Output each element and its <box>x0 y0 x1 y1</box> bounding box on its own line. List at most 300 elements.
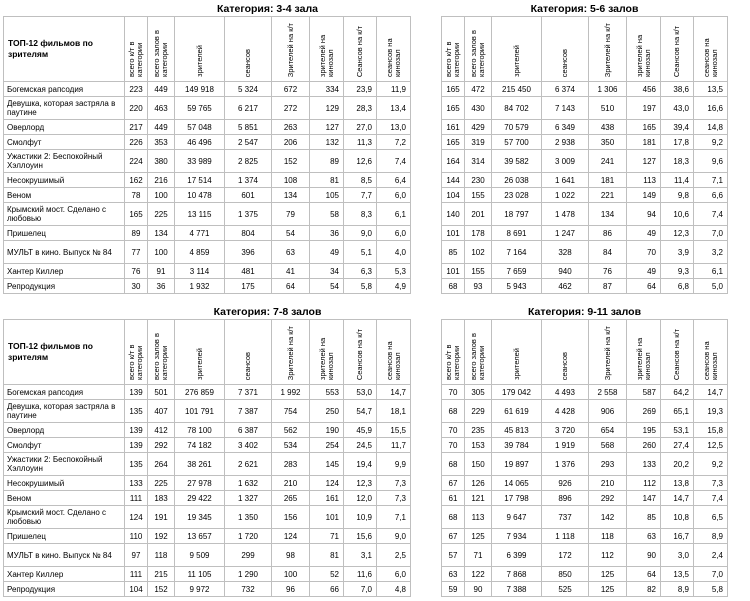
table-cell: 13,8 <box>661 476 694 491</box>
table-cell: 1 478 <box>542 203 589 226</box>
table-cell: 39 784 <box>492 438 542 453</box>
table-cell: 1 992 <box>272 385 310 400</box>
film-name: Девушка, которая застряла в паутине <box>4 97 125 120</box>
table-title: Категория: 5-6 залов <box>442 2 728 17</box>
stats-table-2 <box>441 2 728 294</box>
table-cell: 97 <box>125 544 148 567</box>
table-cell: 4 428 <box>542 400 589 423</box>
table-cell: 215 450 <box>492 82 542 97</box>
table-cell: 9 972 <box>175 582 225 597</box>
film-name: Пришелец <box>4 226 125 241</box>
column-header: зрителей на кинозал <box>627 17 661 82</box>
table-cell: 210 <box>272 476 310 491</box>
table-cell: 86 <box>589 226 627 241</box>
table-cell: 3 114 <box>175 264 225 279</box>
column-header: зрителей <box>175 320 225 385</box>
table-cell: 127 <box>627 150 661 173</box>
table-row <box>442 567 728 582</box>
table-cell: 45 813 <box>492 423 542 438</box>
film-column-header: ТОП-12 фильмов по зрителям <box>4 320 125 385</box>
table-cell: 10,6 <box>661 203 694 226</box>
table-cell: 14,8 <box>694 120 728 135</box>
table-cell: 11,4 <box>661 173 694 188</box>
table-cell: 6,3 <box>344 264 377 279</box>
table-cell: 27,4 <box>661 438 694 453</box>
table-cell: 100 <box>148 188 175 203</box>
table-cell: 38 261 <box>175 453 225 476</box>
table-cell: 250 <box>310 400 344 423</box>
table-cell: 1 327 <box>225 491 272 506</box>
table-cell: 19,4 <box>344 453 377 476</box>
table-cell: 18 797 <box>492 203 542 226</box>
table-cell: 34 <box>310 264 344 279</box>
table-cell: 89 <box>125 226 148 241</box>
table-cell: 12,0 <box>344 491 377 506</box>
table-row <box>442 173 728 188</box>
table-cell: 98 <box>272 544 310 567</box>
column-header: сеансов на кинозал <box>377 320 411 385</box>
table-cell: 2 825 <box>225 150 272 173</box>
table-cell: 94 <box>627 203 661 226</box>
table-row <box>4 226 411 241</box>
table-cell: 36 <box>148 279 175 294</box>
table-cell: 7 371 <box>225 385 272 400</box>
table-cell: 49 <box>310 241 344 264</box>
table-cell: 61 <box>442 491 465 506</box>
table-cell: 139 <box>125 385 148 400</box>
column-header: сеансов <box>225 17 272 82</box>
table-cell: 124 <box>125 506 148 529</box>
table-cell: 1 375 <box>225 203 272 226</box>
table-cell: 5 324 <box>225 82 272 97</box>
table-cell: 6 399 <box>492 544 542 567</box>
column-header: Зрителей на к/т <box>589 17 627 82</box>
table-cell: 70 <box>442 423 465 438</box>
table-cell: 3 402 <box>225 438 272 453</box>
table-cell: 63 <box>627 529 661 544</box>
table-cell: 13,0 <box>377 120 411 135</box>
table-cell: 142 <box>589 506 627 529</box>
table-cell: 28,3 <box>344 97 377 120</box>
table-row <box>4 173 411 188</box>
film-name: Хантер Киллер <box>4 264 125 279</box>
table-cell: 7,3 <box>694 476 728 491</box>
table-cell: 14,7 <box>694 385 728 400</box>
table-cell: 13 657 <box>175 529 225 544</box>
table-cell: 78 100 <box>175 423 225 438</box>
table-cell: 85 <box>627 506 661 529</box>
table-cell: 241 <box>589 150 627 173</box>
table-cell: 1 919 <box>542 438 589 453</box>
table-row <box>442 529 728 544</box>
table-cell: 41 <box>272 264 310 279</box>
table-cell: 67 <box>442 476 465 491</box>
table-cell: 195 <box>627 423 661 438</box>
table-cell: 68 <box>442 279 465 294</box>
table-cell: 39,4 <box>661 120 694 135</box>
table-cell: 7,1 <box>377 506 411 529</box>
table-cell: 178 <box>465 226 492 241</box>
table-row <box>442 491 728 506</box>
table-cell: 568 <box>589 438 627 453</box>
table-cell: 6,8 <box>661 279 694 294</box>
table-cell: 125 <box>589 567 627 582</box>
table-cell: 27,0 <box>344 120 377 135</box>
column-header: сеансов <box>225 320 272 385</box>
film-name: Хантер Киллер <box>4 567 125 582</box>
column-header: Зрителей на к/т <box>272 320 310 385</box>
table-row <box>442 188 728 203</box>
table-cell: 254 <box>310 438 344 453</box>
table-cell: 93 <box>465 279 492 294</box>
table-cell: 64,2 <box>661 385 694 400</box>
film-name: Несокрушимый <box>4 173 125 188</box>
table-cell: 124 <box>272 529 310 544</box>
table-cell: 90 <box>627 544 661 567</box>
table-row <box>442 476 728 491</box>
table-cell: 181 <box>627 135 661 150</box>
table-cell: 13,5 <box>661 567 694 582</box>
table-cell: 77 <box>125 241 148 264</box>
table-cell: 111 <box>125 567 148 582</box>
table-cell: 481 <box>225 264 272 279</box>
column-header: всего залов в категории <box>148 320 175 385</box>
table-cell: 215 <box>148 567 175 582</box>
table-cell: 104 <box>125 582 148 597</box>
table-row <box>4 279 411 294</box>
table-cell: 7,4 <box>377 150 411 173</box>
table-cell: 13 115 <box>175 203 225 226</box>
table-cell: 19 897 <box>492 453 542 476</box>
table-cell: 412 <box>148 423 175 438</box>
table-cell: 16,6 <box>694 97 728 120</box>
column-header: зрителей <box>492 17 542 82</box>
film-name: Девушка, которая застряла в паутине <box>4 400 125 423</box>
table-cell: 101 <box>310 506 344 529</box>
table-cell: 17 798 <box>492 491 542 506</box>
table-cell: 225 <box>148 203 175 226</box>
table-cell: 74 182 <box>175 438 225 453</box>
film-name: Смолфут <box>4 135 125 150</box>
column-header: всего к/т в категории <box>442 17 465 82</box>
table-cell: 9,8 <box>661 188 694 203</box>
table-cell: 7,0 <box>344 582 377 597</box>
table-cell: 6,4 <box>377 173 411 188</box>
stats-table-3 <box>3 305 411 597</box>
table-cell: 81 <box>310 544 344 567</box>
table-cell: 314 <box>465 150 492 173</box>
table-cell: 54 <box>310 279 344 294</box>
table-cell: 17,8 <box>661 135 694 150</box>
table-cell: 68 <box>442 400 465 423</box>
table-cell: 353 <box>148 135 175 150</box>
table-cell: 260 <box>627 438 661 453</box>
table-cell: 58 <box>310 203 344 226</box>
table-row <box>442 438 728 453</box>
table-row <box>442 453 728 476</box>
table-row <box>442 423 728 438</box>
table-cell: 5,8 <box>694 582 728 597</box>
table-cell: 5 943 <box>492 279 542 294</box>
table-cell: 30 <box>125 279 148 294</box>
table-cell: 438 <box>589 120 627 135</box>
table-cell: 61 619 <box>492 400 542 423</box>
table-cell: 64 <box>627 279 661 294</box>
table-row <box>442 385 728 400</box>
table-cell: 82 <box>627 582 661 597</box>
table-cell: 84 <box>589 241 627 264</box>
table-cell: 272 <box>272 97 310 120</box>
table-cell: 9,2 <box>694 453 728 476</box>
table-row <box>4 476 411 491</box>
column-header: всего залов в категории <box>465 17 492 82</box>
column-header: зрителей <box>492 320 542 385</box>
table-cell: 155 <box>465 264 492 279</box>
table-cell: 165 <box>442 135 465 150</box>
table-cell: 7 388 <box>492 582 542 597</box>
table-cell: 11,7 <box>377 438 411 453</box>
table-cell: 5,1 <box>344 241 377 264</box>
table-cell: 1 290 <box>225 567 272 582</box>
table-cell: 350 <box>589 135 627 150</box>
table-title: Категория: 3-4 зала <box>125 2 411 17</box>
table-cell: 101 <box>442 226 465 241</box>
table-cell: 67 <box>442 529 465 544</box>
table-cell: 269 <box>627 400 661 423</box>
table-cell: 110 <box>125 529 148 544</box>
film-name: Оверлорд <box>4 423 125 438</box>
column-header: Зрителей на к/т <box>589 320 627 385</box>
table-cell: 135 <box>125 453 148 476</box>
table-cell: 11,9 <box>377 82 411 97</box>
table-cell: 1 306 <box>589 82 627 97</box>
table-row <box>4 385 411 400</box>
table-cell: 6 374 <box>542 82 589 97</box>
film-name: Ужастики 2: Беспокойный Хэллоуин <box>4 453 125 476</box>
table-cell: 132 <box>310 135 344 150</box>
table-cell: 7,4 <box>694 203 728 226</box>
table-cell: 53,0 <box>344 385 377 400</box>
table-cell: 27 978 <box>175 476 225 491</box>
table-cell: 3,2 <box>694 241 728 264</box>
table-cell: 36 <box>310 226 344 241</box>
table-cell: 230 <box>465 173 492 188</box>
table-cell: 122 <box>465 567 492 582</box>
table-cell: 84 702 <box>492 97 542 120</box>
table-cell: 7,1 <box>694 173 728 188</box>
table-cell: 192 <box>148 529 175 544</box>
table-cell: 587 <box>627 385 661 400</box>
table-cell: 7 143 <box>542 97 589 120</box>
table-cell: 334 <box>310 82 344 97</box>
table-cell: 1 720 <box>225 529 272 544</box>
table-cell: 429 <box>465 120 492 135</box>
table-cell: 70 <box>442 438 465 453</box>
table-cell: 15,5 <box>377 423 411 438</box>
table-cell: 152 <box>148 582 175 597</box>
table-cell: 2 558 <box>589 385 627 400</box>
table-cell: 26 038 <box>492 173 542 188</box>
table-cell: 16,7 <box>661 529 694 544</box>
table-row <box>4 82 411 97</box>
column-header: Зрителей на к/т <box>272 17 310 82</box>
table-cell: 125 <box>589 582 627 597</box>
table-cell: 165 <box>627 120 661 135</box>
table-cell: 59 765 <box>175 97 225 120</box>
table-row <box>442 582 728 597</box>
table-cell: 144 <box>442 173 465 188</box>
table-cell: 4 859 <box>175 241 225 264</box>
table-cell: 111 <box>125 491 148 506</box>
film-name: МУЛЬТ в кино. Выпуск № 84 <box>4 544 125 567</box>
table-cell: 223 <box>125 82 148 97</box>
table-cell: 11,6 <box>344 567 377 582</box>
table-cell: 121 <box>465 491 492 506</box>
table-cell: 2 938 <box>542 135 589 150</box>
table-cell: 449 <box>148 120 175 135</box>
table-cell: 229 <box>465 400 492 423</box>
table-cell: 139 <box>125 438 148 453</box>
table-cell: 462 <box>542 279 589 294</box>
film-name: Крымский мост. Сделано с любовью <box>4 506 125 529</box>
table-cell: 11 105 <box>175 567 225 582</box>
table-cell: 4,0 <box>377 241 411 264</box>
table-cell: 15,8 <box>694 423 728 438</box>
table-row <box>4 544 411 567</box>
table-cell: 19 345 <box>175 506 225 529</box>
table-cell: 9,9 <box>377 453 411 476</box>
table-cell: 90 <box>465 582 492 597</box>
film-name: Смолфут <box>4 438 125 453</box>
table-cell: 18,3 <box>661 150 694 173</box>
table-cell: 10,9 <box>344 506 377 529</box>
table-cell: 407 <box>148 400 175 423</box>
table-cell: 17 514 <box>175 173 225 188</box>
table-cell: 5,0 <box>694 279 728 294</box>
stats-table-1 <box>3 2 411 294</box>
table-cell: 672 <box>272 82 310 97</box>
table-cell: 217 <box>125 120 148 135</box>
table-cell: 76 <box>589 264 627 279</box>
table-cell: 1 932 <box>175 279 225 294</box>
table-cell: 23,9 <box>344 82 377 97</box>
table-cell: 125 <box>465 529 492 544</box>
table-cell: 124 <box>310 476 344 491</box>
table-cell: 64 <box>272 279 310 294</box>
table-row <box>442 279 728 294</box>
table-cell: 165 <box>442 82 465 97</box>
table-cell: 8,9 <box>694 529 728 544</box>
table-cell: 264 <box>148 453 175 476</box>
table-cell: 804 <box>225 226 272 241</box>
table-cell: 380 <box>148 150 175 173</box>
table-cell: 190 <box>310 423 344 438</box>
table-cell: 135 <box>125 400 148 423</box>
table-cell: 3,0 <box>661 544 694 567</box>
table-row <box>4 506 411 529</box>
table-cell: 7,4 <box>694 491 728 506</box>
column-header: всего к/т в категории <box>442 320 465 385</box>
table-cell: 430 <box>465 97 492 120</box>
film-name: Веном <box>4 491 125 506</box>
table-cell: 9,6 <box>694 150 728 173</box>
table-cell: 4,8 <box>377 582 411 597</box>
table-row <box>442 241 728 264</box>
table-cell: 100 <box>272 567 310 582</box>
table-cell: 49 <box>627 226 661 241</box>
table-cell: 276 859 <box>175 385 225 400</box>
table-cell: 2,5 <box>377 544 411 567</box>
column-header: сеансов на кинозал <box>694 320 728 385</box>
table-cell: 134 <box>589 203 627 226</box>
table-cell: 3,9 <box>661 241 694 264</box>
table-cell: 78 <box>125 188 148 203</box>
table-cell: 49 <box>627 264 661 279</box>
table-cell: 149 <box>627 188 661 203</box>
table-cell: 224 <box>125 150 148 173</box>
table-cell: 283 <box>272 453 310 476</box>
table-row <box>442 264 728 279</box>
column-header: зрителей на кинозал <box>627 320 661 385</box>
table-cell: 105 <box>310 188 344 203</box>
table-cell: 896 <box>542 491 589 506</box>
column-header: Сеансов на к/т <box>344 320 377 385</box>
table-cell: 118 <box>589 529 627 544</box>
table-cell: 70 579 <box>492 120 542 135</box>
table-cell: 104 <box>442 188 465 203</box>
table-cell: 139 <box>125 423 148 438</box>
table-cell: 201 <box>465 203 492 226</box>
table-row <box>4 529 411 544</box>
table-cell: 463 <box>148 97 175 120</box>
table-cell: 7,7 <box>344 188 377 203</box>
column-header: Сеансов на к/т <box>344 17 377 82</box>
table-cell: 8,3 <box>344 203 377 226</box>
table-cell: 456 <box>627 82 661 97</box>
table-row <box>4 120 411 135</box>
table-cell: 87 <box>589 279 627 294</box>
table-cell: 175 <box>225 279 272 294</box>
table-cell: 147 <box>627 491 661 506</box>
table-cell: 66 <box>310 582 344 597</box>
table-row <box>442 150 728 173</box>
table-cell: 54 <box>272 226 310 241</box>
table-cell: 54,7 <box>344 400 377 423</box>
table-cell: 89 <box>310 150 344 173</box>
table-cell: 85 <box>442 241 465 264</box>
table-cell: 7,0 <box>694 226 728 241</box>
table-row <box>442 203 728 226</box>
table-cell: 472 <box>465 82 492 97</box>
table-cell: 38,6 <box>661 82 694 97</box>
table-cell: 1 632 <box>225 476 272 491</box>
table-cell: 134 <box>272 188 310 203</box>
table-cell: 5 851 <box>225 120 272 135</box>
table-cell: 206 <box>272 135 310 150</box>
column-header: зрителей на кинозал <box>310 17 344 82</box>
table-cell: 7 164 <box>492 241 542 264</box>
table-cell: 8,9 <box>661 582 694 597</box>
table-cell: 2 621 <box>225 453 272 476</box>
column-header: зрителей <box>175 17 225 82</box>
table-cell: 9,0 <box>377 529 411 544</box>
table-cell: 63 <box>272 241 310 264</box>
table-cell: 6 217 <box>225 97 272 120</box>
film-name: Оверлорд <box>4 120 125 135</box>
table-cell: 737 <box>542 506 589 529</box>
table-row <box>4 567 411 582</box>
table-cell: 57 <box>442 544 465 567</box>
